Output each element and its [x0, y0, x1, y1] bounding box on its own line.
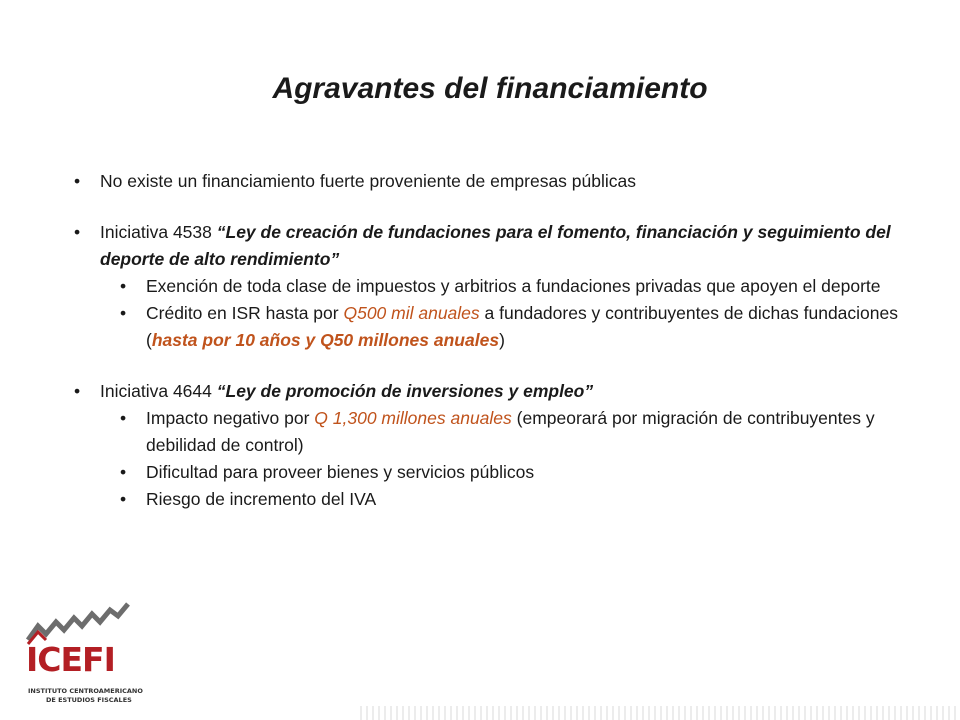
highlight-period: hasta por 10 años y Q50 millones anuales	[151, 330, 500, 350]
bullet-item	[74, 168, 914, 195]
law-title: “Ley de creación de fundaciones para el fomento, financiación y seguimiento del deporte de alto rendimiento”	[100, 222, 891, 269]
slide-title: Agravantes del financiamiento	[272, 72, 708, 105]
bullet-text: Iniciativa 4644	[100, 381, 217, 401]
highlight-amount: Q 1,300 millones anuales	[314, 408, 512, 428]
decorative-stripe	[360, 706, 960, 720]
law-title: “Ley de promoción de inversiones y empleo”	[216, 381, 594, 401]
bullet-text: Crédito en ISR hasta por	[146, 303, 344, 323]
bullet-text: (empeorará por migración de contribuyentes y debilidad de control)	[146, 408, 875, 455]
sub-bullet-item	[74, 300, 914, 354]
bullet-text: Exención de toda clase de impuestos y arbitrios a fundaciones privadas que apoyen el deporte	[146, 276, 881, 296]
bullet-text: Impacto negativo por	[146, 408, 315, 428]
logo-subtitle: DE ESTUDIOS FISCALES	[46, 696, 132, 704]
sub-bullet-item	[74, 405, 914, 459]
bullet-text: No existe un financiamiento fuerte proveniente de empresas públicas	[100, 171, 637, 191]
sub-bullet-item	[74, 273, 914, 300]
sub-bullet-item	[74, 459, 914, 486]
bullet-text: a fundadores y contribuyentes de dichas fundaciones (	[146, 303, 899, 350]
sub-bullet-item	[74, 486, 914, 513]
bullet-item	[74, 378, 914, 405]
logo-subtitle: INSTITUTO CENTROAMERICANO	[28, 687, 143, 695]
logo-wordmark: ICEFI	[26, 640, 115, 679]
bullet-text: Iniciativa 4538	[100, 222, 217, 242]
bullet-text: Riesgo de incremento del IVA	[146, 489, 377, 509]
bullet-text: )	[499, 330, 505, 350]
bullet-text: Dificultad para proveer bienes y servicios públicos	[146, 462, 535, 482]
icefi-logo	[24, 600, 143, 710]
highlight-amount: Q500 mil anuales	[343, 303, 480, 323]
bullet-list	[74, 168, 914, 513]
bullet-item	[74, 219, 914, 273]
